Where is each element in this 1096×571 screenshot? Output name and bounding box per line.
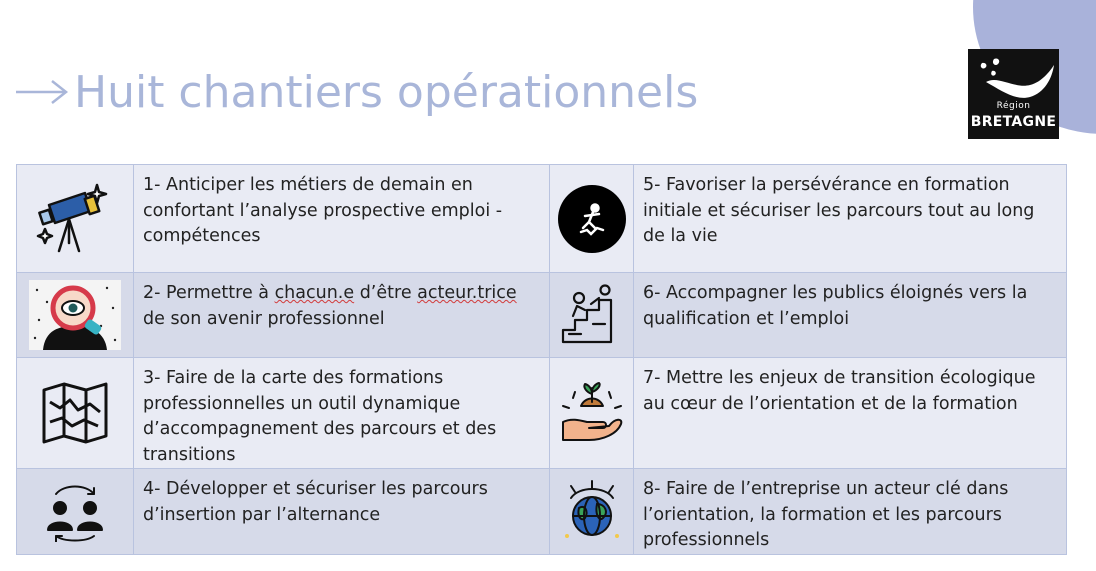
icon-cell-2 [17,273,134,358]
globe-eye-icon [561,478,623,544]
chantier-2-text-part: de son avenir professionnel [143,308,385,329]
arrow-right-icon [14,77,70,107]
climber-icon [557,184,627,254]
chantier-2-text [134,273,549,332]
map-icon [40,382,110,444]
chantier-2 [134,273,550,358]
page-title [14,62,698,122]
chantier-6-text: 6- Accompagner les publics éloignés vers la qualification et l’emploi [643,283,1028,329]
chantier-3 [134,358,550,469]
chantier-7-text: 7- Mettre les enjeux de transition écologique au cœur de l’orientation et de la formation [643,368,1036,414]
spellcheck-word-acteur: acteur.trice [417,283,517,303]
chantier-4-text: 4- Développer et sécuriser les parcours d’insertion par l’alternance [143,479,488,525]
chantier-6 [634,273,1067,358]
chantier-2-text-part: 2- Permettre à [143,283,275,303]
icon-cell-1 [17,165,134,273]
page-title-text: Huit chantiers opérationnels [74,66,699,118]
spellcheck-word-chacun: chacun.e [274,283,355,303]
chantier-4 [134,469,550,555]
chantier-8 [634,469,1067,555]
chantier-7 [634,358,1067,469]
icon-cell-4 [17,469,134,555]
eye-magnifier-icon [29,280,121,350]
icon-cell-6 [550,273,634,358]
exchange-people-icon [42,480,108,542]
icon-cell-3 [17,358,134,469]
chantier-1 [134,165,550,273]
chantier-3-text: 3- Faire de la carte des formations professionnelles un outil dynamique d’accompagnement des parcours et des transitions [143,368,497,465]
chantier-8-text: 8- Faire de l’entreprise un acteur clé dans l’orientation, la formation et les parcours professionnels [643,479,1009,550]
chantier-5-text: 5- Favoriser la persévérance en formation initiale et sécuriser les parcours tout au long de la vie [643,175,1035,246]
icon-cell-5 [550,165,634,273]
logo-bretagne-text: BRETAGNE [970,114,1057,130]
logo-region-text: Région [996,101,1031,111]
chantier-5 [634,165,1067,273]
region-bretagne-logo [968,49,1059,139]
telescope-icon [35,183,115,255]
plant-hand-icon [559,382,625,444]
chantiers-table [16,164,1067,555]
icon-cell-7 [550,358,634,469]
icon-cell-8 [550,469,634,555]
stairs-help-icon [559,284,625,346]
chantier-2-text-part: d’être [354,283,418,303]
chantier-1-text: 1- Anticiper les métiers de demain en confortant l’analyse prospective emploi - compétences [143,175,503,246]
